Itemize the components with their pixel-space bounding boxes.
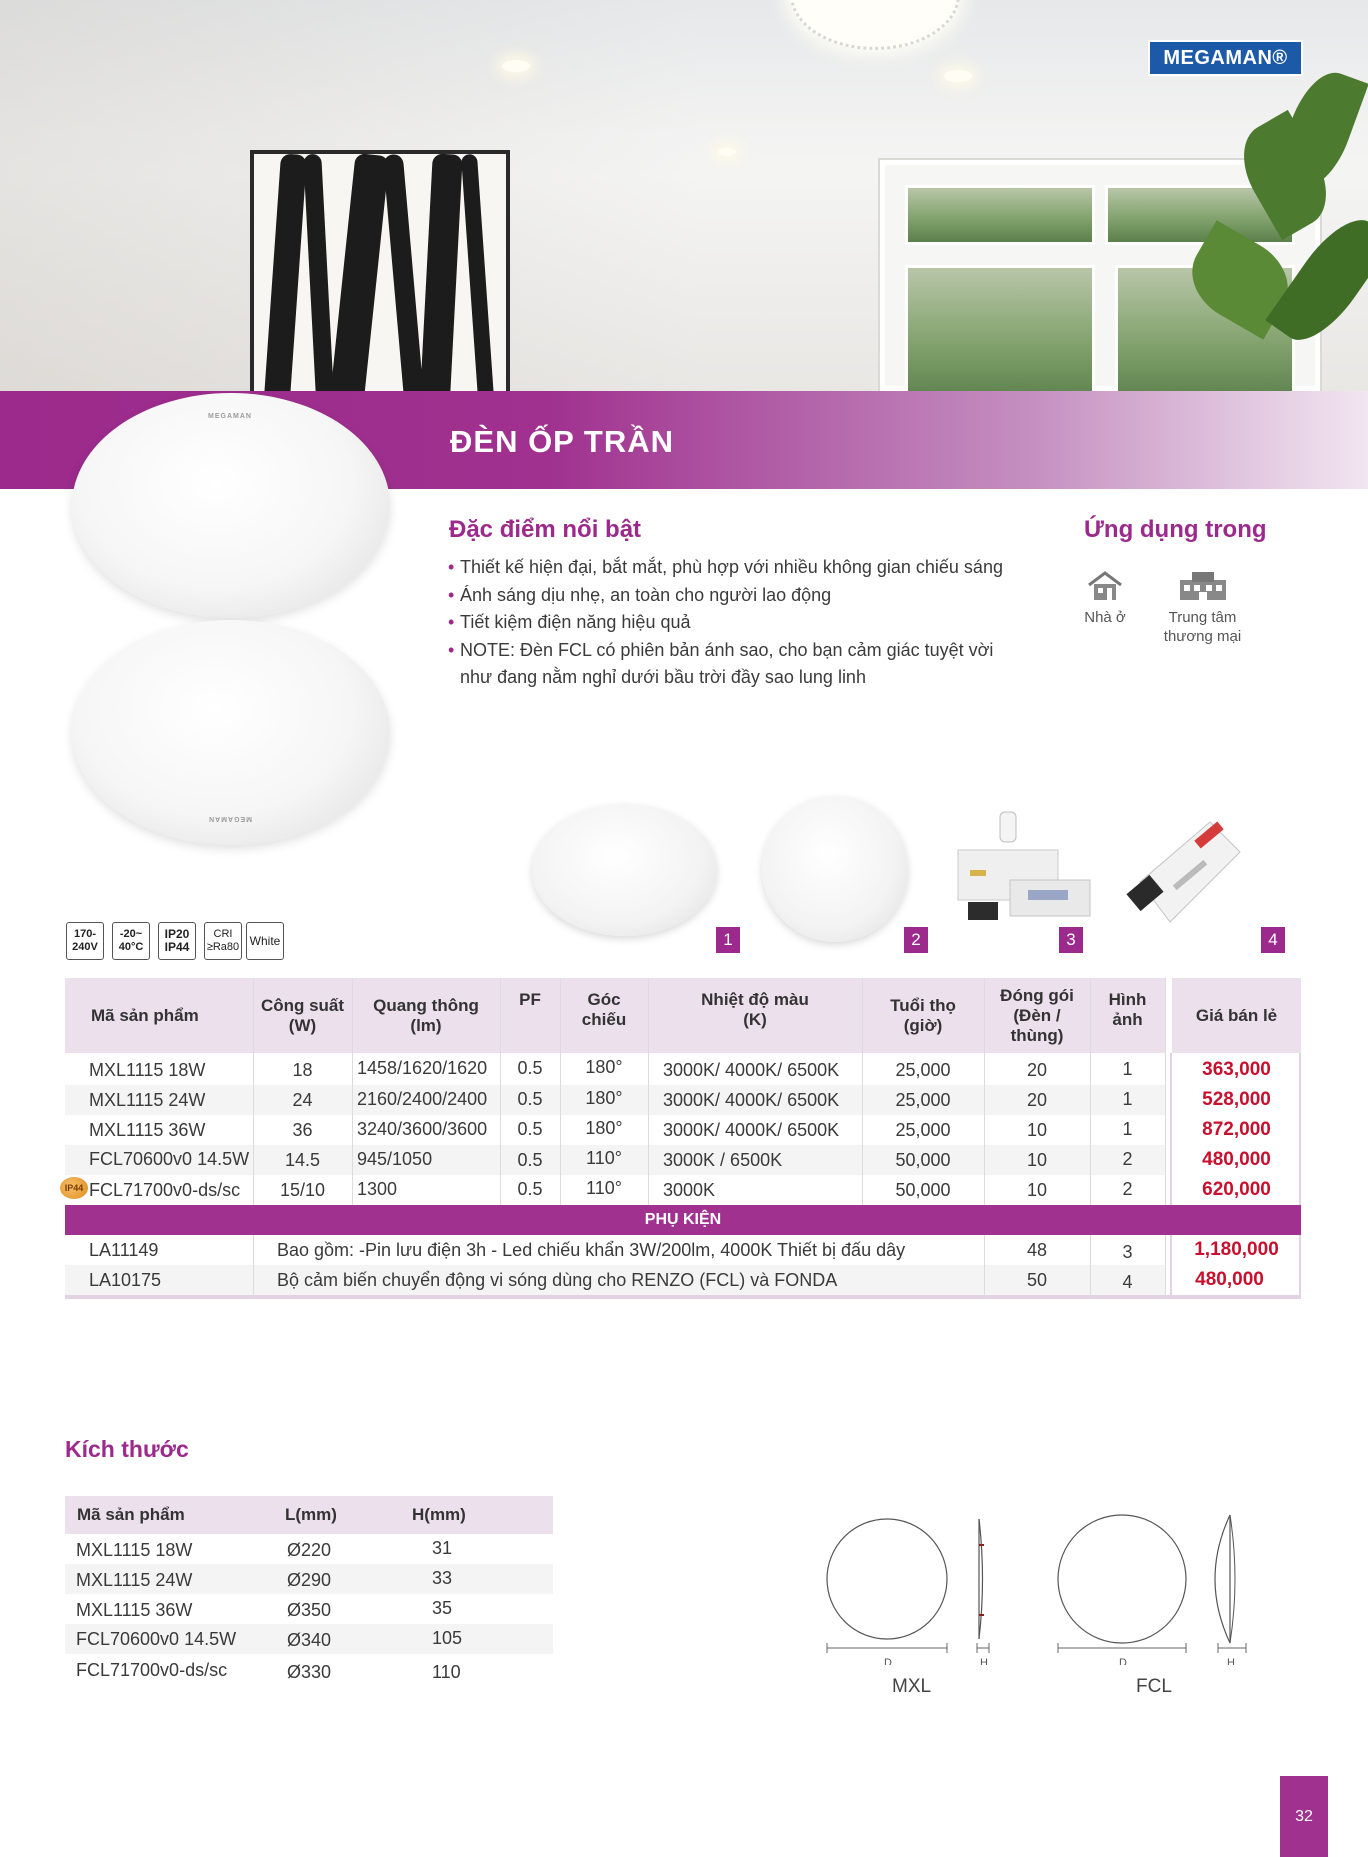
dim-cell-l: Ø350 [287, 1600, 332, 1620]
cell-image: 1 [1122, 1119, 1133, 1139]
cell-power: 18 [292, 1060, 313, 1080]
page-number: 32 [1280, 1776, 1328, 1857]
cell-price: 620,000 [1202, 1179, 1271, 1200]
ip44-badge: IP44 [60, 1177, 88, 1199]
cell-pf: 0.5 [517, 1179, 543, 1199]
dim-header-h: H(mm) [412, 1505, 466, 1524]
product-image-fcl [72, 620, 390, 845]
cell-price: 363,000 [1202, 1059, 1271, 1080]
features-heading: Đặc điểm nổi bật [449, 516, 642, 543]
feature-item: • NOTE: Đèn FCL có phiên bản ánh sao, cho bạn cảm giác tuyệt vời như đang nằm nghỉ dưới bầu trời đầy sao lung linh [446, 637, 1026, 692]
downlight-spot [944, 70, 972, 82]
cell-angle: 110° [586, 1178, 622, 1198]
dim-cell-l: Ø340 [287, 1630, 332, 1650]
cell-description: Bao gồm: -Pin lưu điện 3h - Led chiếu khẩn 3W/200lm, 4000K Thiết bị đấu dây [277, 1240, 906, 1260]
cell-power: 14.5 [284, 1150, 321, 1170]
image-number-badge: 3 [1059, 927, 1083, 953]
cell-pack: 20 [1026, 1090, 1048, 1110]
image-number-badge: 2 [904, 927, 928, 953]
diagram-mxl-label: MXL [892, 1676, 932, 1697]
cell-flux: 3240/3600/3600 [357, 1119, 488, 1139]
dim-cell-l: Ø290 [287, 1570, 332, 1590]
cell-life: 25,000 [895, 1060, 951, 1080]
cell-code: FCL71700v0-ds/sc [89, 1180, 241, 1200]
diagram-fcl-label: FCL [1136, 1676, 1172, 1697]
feature-item: • Thiết kế hiện đại, bắt mắt, phù hợp với nhiều không gian chiếu sáng [446, 554, 1046, 582]
cell-image: 4 [1122, 1272, 1133, 1292]
cell-pf: 0.5 [517, 1089, 543, 1109]
cell-flux: 2160/2400/2400 [357, 1089, 488, 1109]
dim-cell-code: FCL71700v0-ds/sc [76, 1660, 228, 1680]
cell-life: 25,000 [895, 1120, 951, 1140]
cell-power: 15/10 [279, 1180, 326, 1200]
application-home [1080, 570, 1130, 627]
fcl-front-outline [1058, 1515, 1186, 1643]
cell-image: 1 [1122, 1089, 1133, 1109]
cell-pack: 48 [1026, 1240, 1048, 1260]
cell-cct: 3000K / 6500K [663, 1150, 783, 1170]
cell-life: 50,000 [895, 1150, 951, 1170]
cell-code: LA11149 [89, 1240, 159, 1260]
downlight-spot [718, 148, 736, 156]
col-header-pack: Đóng gói (Đèn / thùng) [1000, 985, 1074, 1045]
col-header-pf: PF [519, 990, 541, 1009]
diagram-h-label: H [1227, 1657, 1235, 1665]
cell-price: 480,000 [1195, 1269, 1264, 1290]
applications-heading: Ứng dụng trong [1084, 516, 1267, 543]
thumb-emergency-kit [950, 810, 1095, 940]
col-header-power: Công suất (W) [260, 995, 345, 1035]
dim-cell-h: 33 [432, 1568, 453, 1588]
dim-cell-code: MXL1115 36W [76, 1600, 193, 1620]
cell-pf: 0.5 [517, 1150, 543, 1170]
dim-cell-code: FCL70600v0 14.5W [76, 1629, 237, 1649]
cell-cct: 3000K/ 4000K/ 6500K [663, 1090, 840, 1110]
col-header-cct: Nhiệt độ màu (K) [701, 990, 809, 1029]
application-commercial-label: Trung tâm [1168, 609, 1237, 626]
cell-power: 36 [292, 1120, 313, 1140]
cell-description: Bộ cảm biến chuyển động vi sóng dùng cho RENZO (FCL) và FONDA [277, 1270, 838, 1290]
dim-cell-h: 31 [432, 1538, 453, 1558]
col-header-angle: Góc chiếu [581, 990, 627, 1029]
cell-image: 2 [1122, 1179, 1133, 1199]
house-icon [1087, 570, 1123, 602]
cell-pack: 10 [1026, 1150, 1048, 1170]
cell-angle: 180° [585, 1088, 623, 1108]
cell-angle: 110° [586, 1148, 622, 1168]
dim-cell-h: 35 [432, 1598, 453, 1618]
cell-life: 50,000 [895, 1180, 951, 1200]
cell-code: MXL1115 18W [89, 1060, 206, 1080]
dim-header-code: Mã sản phẩm [77, 1505, 185, 1524]
cell-angle: 180° [585, 1118, 623, 1138]
product-image-mxl [72, 393, 390, 618]
thumb-motion-sensor [1120, 812, 1250, 942]
col-header-life: Tuổi thọ (giờ) [890, 995, 956, 1035]
voltage-spec-icon: 170- 240V [66, 922, 104, 960]
cell-pack: 20 [1026, 1060, 1048, 1080]
dimensions-heading: Kích thước [65, 1436, 189, 1462]
cell-pf: 0.5 [517, 1119, 543, 1139]
cell-image: 2 [1122, 1149, 1133, 1169]
dim-header-l: L(mm) [285, 1505, 337, 1524]
dim-cell-h: 110 [432, 1662, 461, 1682]
disc-brand-mark: MEGAMAN [208, 815, 252, 822]
cell-flux: 945/1050 [357, 1149, 433, 1169]
mxl-front-outline [827, 1519, 947, 1639]
diagram-h-label: H [980, 1657, 988, 1665]
application-home-label: Nhà ở [1084, 609, 1126, 626]
downlight-spot [502, 60, 530, 72]
dim-cell-l: Ø220 [287, 1540, 332, 1560]
accessories-band: PHỤ KIỆN [65, 1205, 1301, 1235]
dim-cell-code: MXL1115 18W [76, 1540, 193, 1560]
cell-power: 24 [292, 1090, 313, 1110]
thumb-mxl [532, 804, 717, 936]
application-commercial-label: thương mại [1163, 628, 1242, 645]
cell-code: LA10175 [89, 1270, 162, 1290]
ip-rating-spec-icon: IP20 IP44 [158, 922, 196, 960]
page-title: ĐÈN ỐP TRẦN [450, 424, 675, 459]
cell-life: 25,000 [895, 1090, 951, 1110]
cell-cct: 3000K/ 4000K/ 6500K [663, 1060, 840, 1080]
cell-price: 528,000 [1202, 1089, 1271, 1110]
cell-flux: 1458/1620/1620 [357, 1058, 488, 1078]
cell-image: 1 [1122, 1059, 1133, 1079]
dimension-diagrams [820, 1505, 1260, 1665]
col-header-code: Mã sản phẩm [91, 1005, 199, 1025]
cell-angle: 180° [585, 1057, 623, 1077]
cell-pf: 0.5 [517, 1058, 543, 1078]
cell-pack: 10 [1026, 1180, 1048, 1200]
cell-image: 3 [1122, 1242, 1133, 1262]
dim-cell-l: Ø330 [287, 1662, 332, 1682]
col-header-flux: Quang thông (lm) [373, 995, 479, 1035]
diagram-d-label: D [884, 1657, 892, 1665]
disc-brand-mark: MEGAMAN [208, 413, 252, 420]
col-header-image: Hình ảnh [1108, 990, 1147, 1029]
cell-price: 872,000 [1202, 1119, 1271, 1140]
thumb-fcl [762, 796, 908, 942]
cell-pack: 50 [1026, 1270, 1048, 1290]
temperature-spec-icon: -20~ 40°C [112, 922, 150, 960]
image-number-badge: 4 [1261, 927, 1285, 953]
megaman-logo: MEGAMAN® [1148, 40, 1303, 76]
dim-cell-code: MXL1115 24W [76, 1570, 193, 1590]
application-commercial [1155, 570, 1250, 646]
wall-painting [250, 150, 510, 391]
diagram-d-label: D [1119, 1657, 1127, 1665]
cell-flux: 1300 [357, 1179, 398, 1199]
cell-cct: 3000K/ 4000K/ 6500K [663, 1120, 840, 1140]
cell-code: MXL1115 36W [89, 1120, 206, 1140]
features-list [446, 554, 1046, 692]
cell-code: MXL1115 24W [89, 1090, 206, 1110]
dim-cell-h: 105 [432, 1628, 463, 1648]
cri-spec-icon: CRI ≥Ra80 [204, 922, 242, 960]
color-spec-icon: White [246, 922, 284, 960]
col-header-price: Giá bán lẻ [1195, 1005, 1278, 1025]
image-number-badge: 1 [716, 927, 740, 953]
cell-cct: 3000K [663, 1180, 716, 1200]
cell-price: 1,180,000 [1194, 1239, 1279, 1260]
feature-item: • Tiết kiệm điện năng hiệu quả [446, 609, 1046, 637]
cell-code: FCL70600v0 14.5W [89, 1149, 250, 1169]
cell-price: 480,000 [1202, 1149, 1271, 1170]
feature-item: • Ánh sáng dịu nhẹ, an toàn cho người lao động [446, 582, 1046, 610]
shopping-center-icon [1178, 570, 1228, 602]
cell-pack: 10 [1026, 1120, 1048, 1140]
